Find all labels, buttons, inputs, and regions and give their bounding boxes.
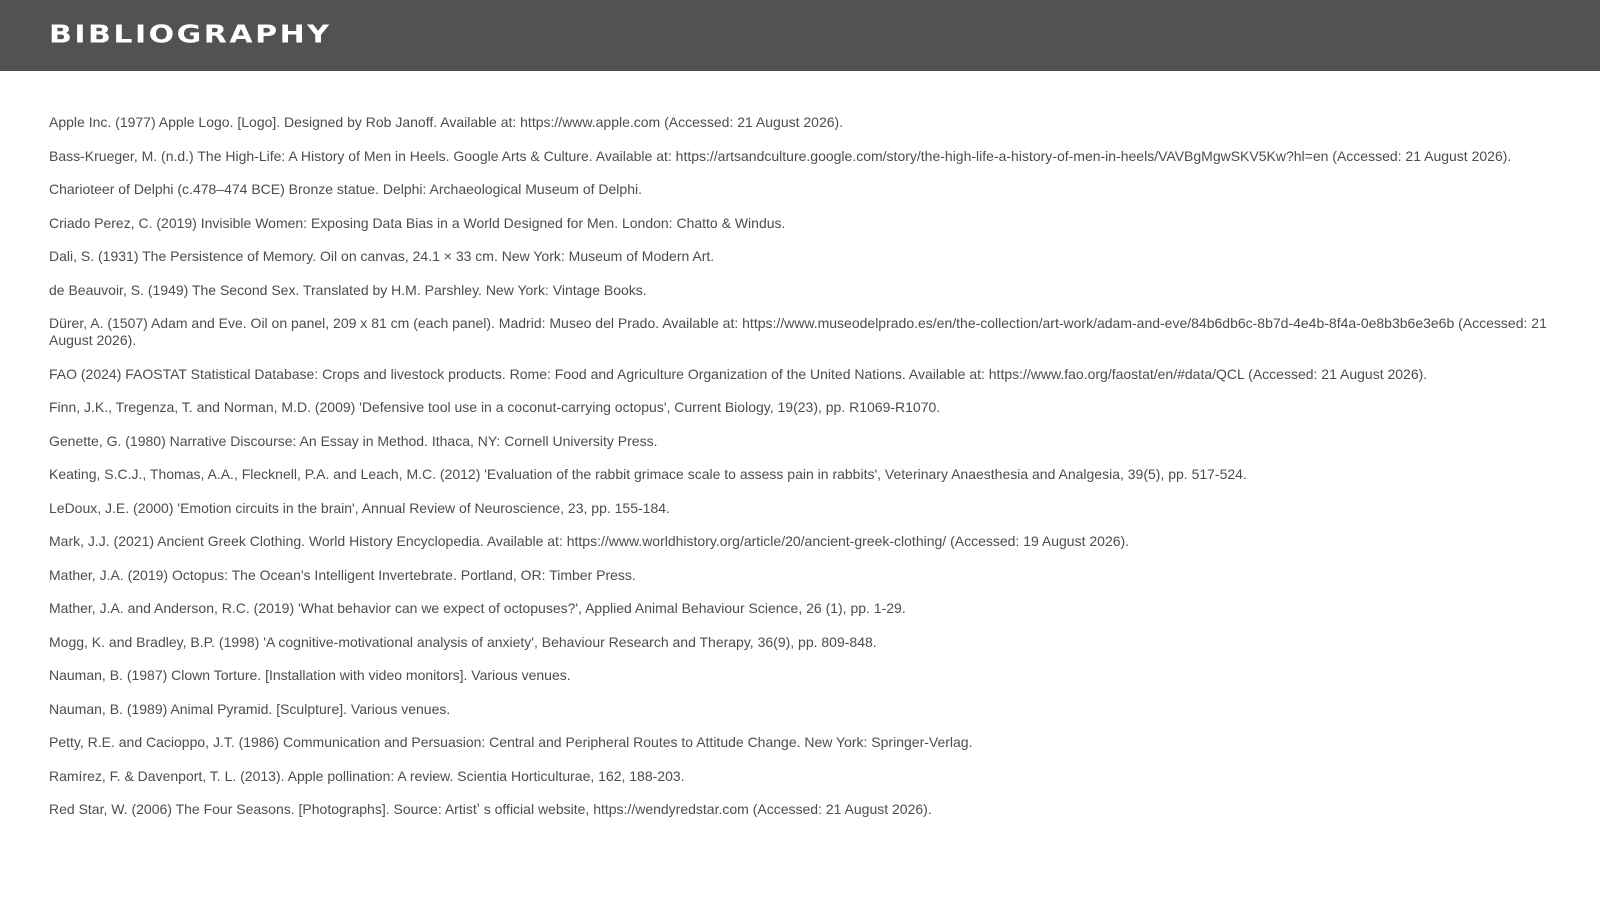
reference-item: Finn, J.K., Tregenza, T. and Norman, M.D. (2009) 'Defensive tool use in a coconut-carrying octopus', Current Biology, 19(23), pp. R1069-R1070. (49, 399, 941, 415)
reference-item: Ramírez, F. & Davenport, T. L. (2013). Apple pollination: A review. Scientia Horticulturae, 162, 188-203. (49, 767, 685, 784)
header-bar (0, 0, 1600, 71)
reference-item: de Beauvoir, S. (1949) The Second Sex. Translated by H.M. Parshley. New York: Vintage Books. (49, 281, 647, 298)
reference-item: FAO (2024) FAOSTAT Statistical Database: Crops and livestock products. Rome: Food and Agriculture Organization of the United Nations. Available at: https://www.fao.org/faostat/en/#data/QCL (Accessed: 21 August 2026). (49, 365, 1428, 382)
reference-item: Nauman, B. (1987) Clown Torture. [Installation with video monitors]. Various venues. (49, 667, 571, 683)
reference-item: LeDoux, J.E. (2000) 'Emotion circuits in the brain', Annual Review of Neuroscience, 23, pp. 155-184. (49, 499, 670, 516)
reference-item: Dürer, A. (1507) Adam and Eve. Oil on panel, 209 x 81 cm (each panel). Madrid: Museo del Prado. Available at: https://www.museodelprado.es/en/the-collection/art-work/adam-and-eve/84b6db6c-8b7d-4e4b-8f4a-0e8b3b6e3e6b (Accessed: 21 August 2026). (49, 315, 1547, 348)
reference-item: Keating, S.C.J., Thomas, A.A., Flecknell, P.A. and Leach, M.C. (2012) 'Evaluation of the rabbit grimace scale to assess pain in rabbits', Veterinary Anaesthesia and Analgesia, 39(5), pp. 517-524. (49, 466, 1247, 482)
reference-item: Apple Inc. (1977) Apple Logo. [Logo]. Designed by Rob Janoff. Available at: https://www.apple.com (Accessed: 21 August 2026). (49, 114, 844, 130)
reference-item: Nauman, B. (1989) Animal Pyramid. [Sculpture]. Various venues. (49, 700, 451, 717)
reference-item: Mark, J.J. (2021) Ancient Greek Clothing. World History Encyclopedia. Available at: https://www.worldhistory.org/article/20/ancient-greek-clothing/ (Accessed: 19 August 2026). (49, 533, 1130, 549)
reference-item: Mather, J.A. and Anderson, R.C. (2019) 'What behavior can we expect of octopuses?', Applied Animal Behaviour Science, 26 (1), pp. 1-29. (49, 600, 906, 616)
reference-item: Dali, S. (1931) The Persistence of Memory. Oil on canvas, 24.1 × 33 cm. New York: Museum of Modern Art. (49, 248, 715, 264)
page-title: BIBLIOGRAPHY (49, 20, 332, 49)
reference-item: Bass-Krueger, M. (n.d.) The High-Life: A History of Men in Heels. Google Arts & Culture. Available at: https://artsandculture.google.com/story/the-high-life-a-history-of-men-in-heels/VAVBgMgwSKV5Kw?hl=en (Accessed: 21 August 2026). (49, 147, 1512, 164)
reference-item: Red Star, W. (2006) The Four Seasons. [Photographs]. Source: Artistʼ s official website, https://wendyredstar.com (Accessed: 21 August 2026). (49, 801, 932, 817)
reference-list (49, 114, 1554, 835)
reference-item: Petty, R.E. and Cacioppo, J.T. (1986) Communication and Persuasion: Central and Peripheral Routes to Attitude Change. New York: Springer-Verlag. (49, 734, 973, 750)
reference-item: Mather, J.A. (2019) Octopus: The Ocean's Intelligent Invertebrate. Portland, OR: Timber Press. (49, 566, 636, 583)
reference-item: Criado Perez, C. (2019) Invisible Women: Exposing Data Bias in a World Designed for Men. London: Chatto & Windus. (49, 214, 786, 231)
reference-item: Mogg, K. and Bradley, B.P. (1998) 'A cognitive-motivational analysis of anxiety', Behaviour Research and Therapy, 36(9), pp. 809-848. (49, 633, 877, 650)
reference-item: Genette, G. (1980) Narrative Discourse: An Essay in Method. Ithaca, NY: Cornell University Press. (49, 432, 658, 449)
reference-item: Charioteer of Delphi (c.478–474 BCE) Bronze statue. Delphi: Archaeological Museum of Delphi. (49, 181, 642, 197)
